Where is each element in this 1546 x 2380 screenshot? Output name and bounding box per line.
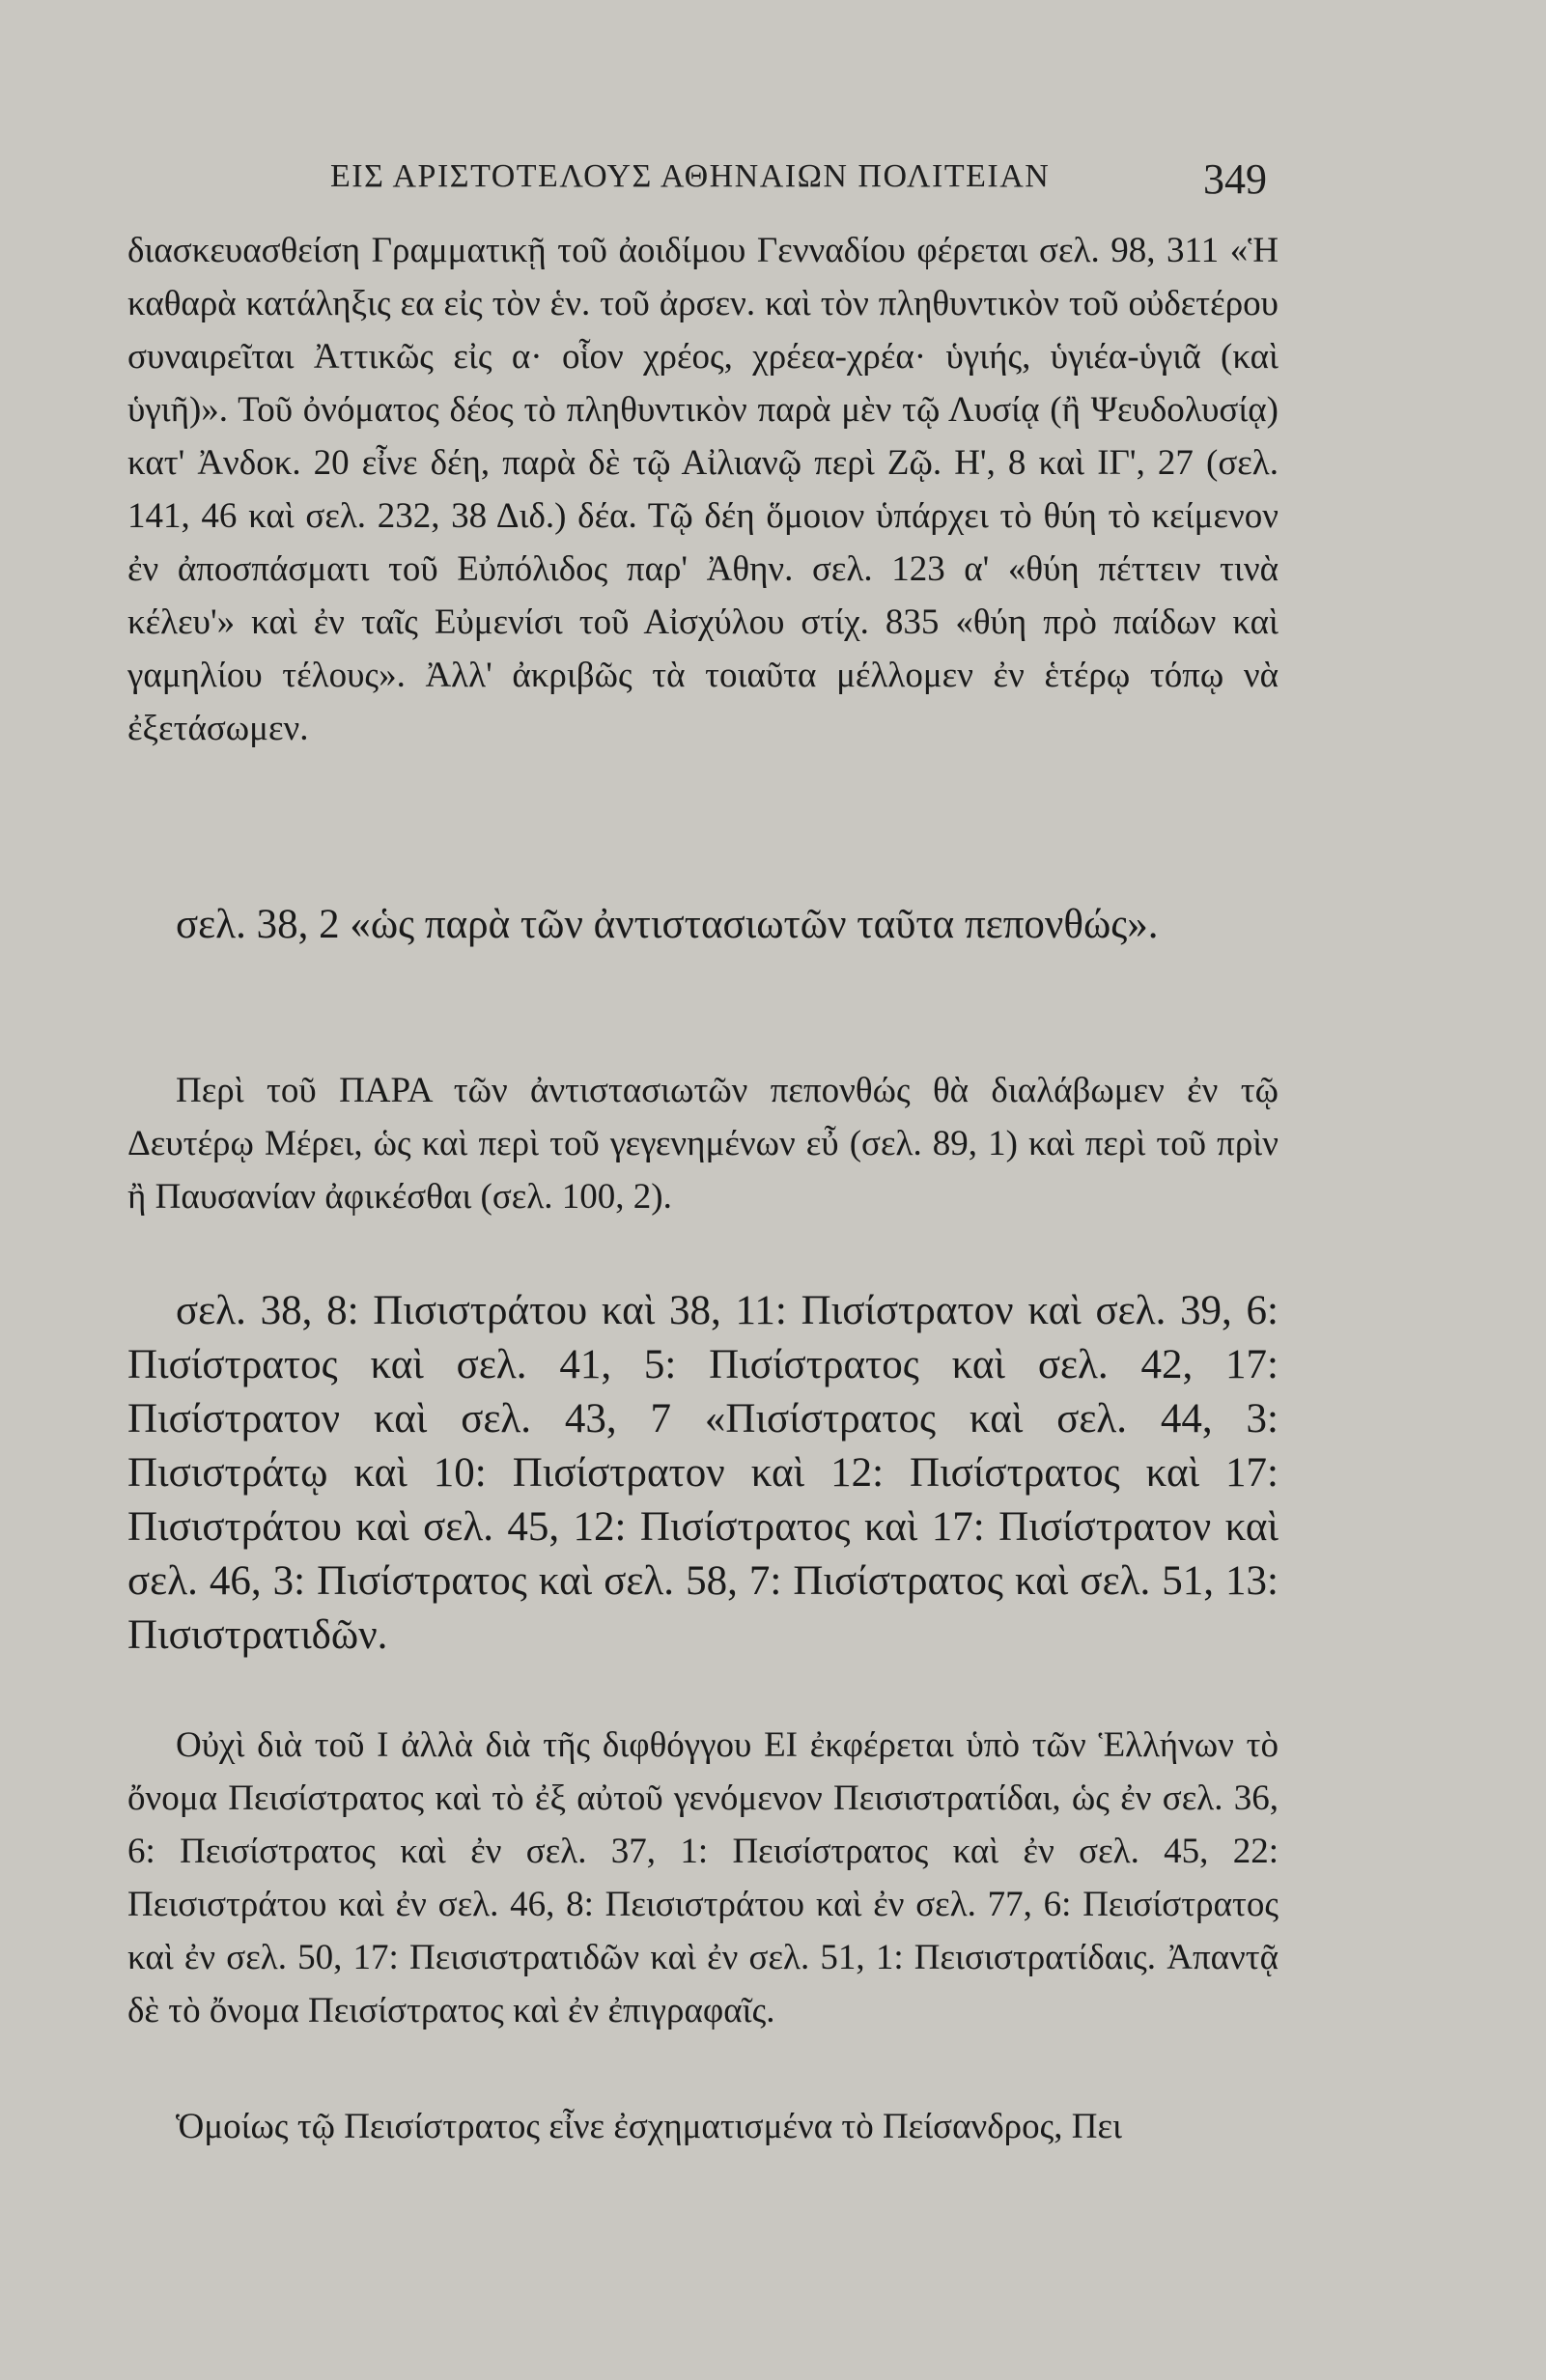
paragraph-citation-38-2: σελ. 38, 2 «ὡς παρὰ τῶν ἀντιστασιωτῶν ταῦτα πεπονθώς». [176,902,1159,947]
paragraph-para-note: Περὶ τοῦ ΠΑΡΑ τῶν ἀντιστασιωτῶν πεπονθώς θὰ διαλάβωμεν ἐν τῷ Δευτέρῳ Μέρει, ὡς καὶ περὶ τοῦ γεγενημένων εὖ (σελ. 89, 1) καὶ περὶ τοῦ πρὶν ἢ Παυσανίαν ἀφικέσθαι (σελ. 100, 2). [127,1071,1279,1217]
paragraph-grammar-note: διασκευασθείση Γραμματικῇ τοῦ ἀοιδίμου Γενναδίου φέρεται σελ. 98, 311 «Ἡ καθαρὰ κατάληξις εα εἰς τὸν ἑν. τοῦ ἀρσεν. καὶ τὸν πληθυντικὸν τοῦ οὐδετέρου συναιρεῖται Ἀττικῶς εἰς α· οἷον χρέος, χρέεα-χρέα· ὑγιής, ὑγιέα-ὑγιᾶ (καὶ ὑγιῆ)». Τοῦ ὀνόματος δέος τὸ πληθυντικὸν παρὰ μὲν τῷ Λυσίᾳ (ἢ Ψευδολυσίᾳ) κατ' Ἀνδοκ. 20 εἶνε δέη, παρὰ δὲ τῷ Αἰλιανῷ περὶ Ζῷ. Η', 8 καὶ ΙΓ', 27 (σελ. 141, 46 καὶ σελ. 232, 38 Διδ.) δέα. Τῷ δέη ὅμοιον ὑπάρχει τὸ θύη τὸ κείμενον ἐν ἀποσπάσματι τοῦ Εὐπόλιδος παρ' Ἀθην. σελ. 123 α' «θύη πέττειν τινὰ κέλευ'» καὶ ἐν ταῖς Εὐμενίσι τοῦ Αἰσχύλου στίχ. 835 «θύη πρὸ παίδων καὶ γαμηλίου τέλους». Ἀλλ' ἀκριβῶς τὰ τοιαῦτα μέλλομεν ἐν ἑτέρῳ τόπῳ νὰ ἐξετάσωμεν. [127,231,1279,748]
paragraph-homoios: Ὁμοίως τῷ Πεισίστρατος εἶνε ἐσχηματισμένα τὸ Πείσανδρος, Πει [176,2107,1122,2146]
running-title: ΕΙΣ ΑΡΙΣΤΟΤΕΛΟΥΣ ΑΘΗΝΑΙΩΝ ΠΟΛΙΤΕΙΑΝ [330,158,1051,194]
paragraph-pisistratus-citations: σελ. 38, 8: Πισιστράτου καὶ 38, 11: Πισίστρατον καὶ σελ. 39, 6: Πισίστρατος καὶ σελ. 41, 5: Πισίστρατος καὶ σελ. 42, 17: Πισίστρατον καὶ σελ. 43, 7 «Πισίστρατος καὶ σελ. 44, 3: Πισιστράτῳ καὶ 10: Πισίστρατον καὶ 12: Πισίστρατος καὶ 17: Πισιστράτου καὶ σελ. 45, 12: Πισίστρατος καὶ 17: Πισίστρατον καὶ σελ. 46, 3: Πισίστρατος καὶ σελ. 58, 7: Πισίστρατος καὶ σελ. 51, 13: Πισιστρατιδῶν. [127,1288,1279,1658]
page-header [127,154,1279,212]
paragraph-ei-diphthong: Οὐχὶ διὰ τοῦ Ι ἀλλὰ διὰ τῆς διφθόγγου ΕΙ ἐκφέρεται ὑπὸ τῶν Ἑλλήνων τὸ ὄνομα Πεισίστρατος καὶ τὸ ἐξ αὐτοῦ γενόμενον Πεισιστρατίδαι, ὡς ἐν σελ. 36, 6: Πεισίστρατος καὶ ἐν σελ. 37, 1: Πεισίστρατος καὶ ἐν σελ. 45, 22: Πεισιστράτου καὶ ἐν σελ. 46, 8: Πεισιστράτου καὶ ἐν σελ. 77, 6: Πεισίστρατος καὶ ἐν σελ. 50, 17: Πεισιστρατιδῶν καὶ ἐν σελ. 51, 1: Πεισιστρατίδαις. Ἀπαντᾷ δὲ τὸ ὄνομα Πεισίστρατος καὶ ἐν ἐπιγραφαῖς. [127,1725,1279,2030]
page-number: 349 [1203,155,1267,203]
